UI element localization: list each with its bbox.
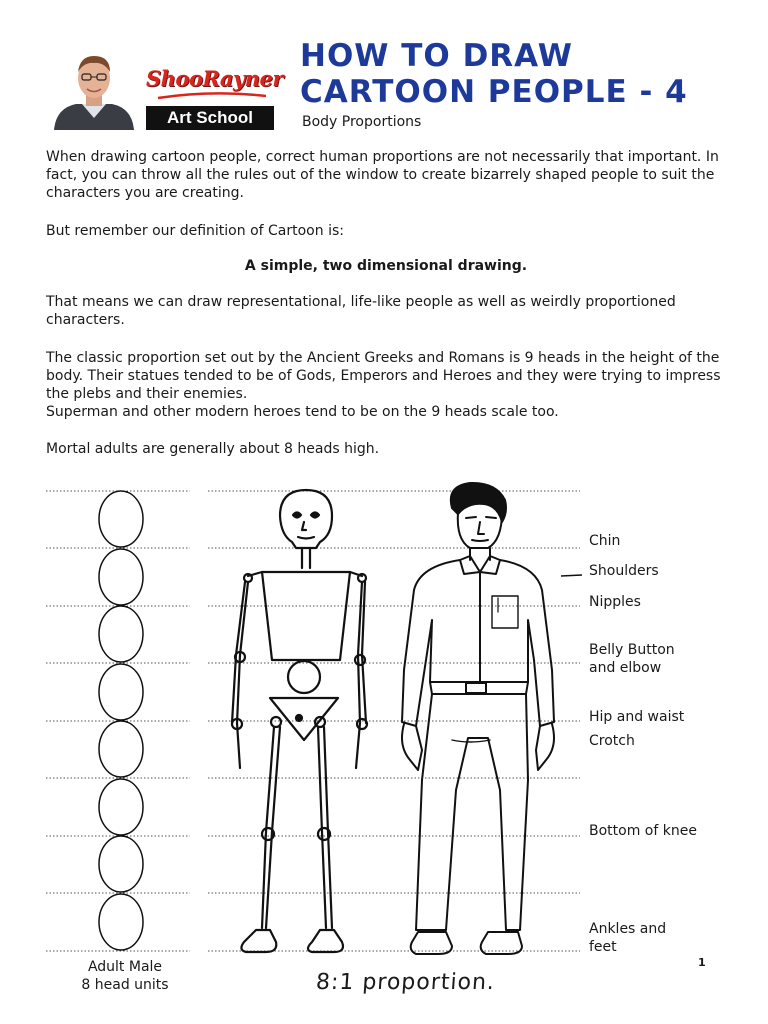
shoulders-pointer — [561, 575, 582, 576]
page-title-line-1: HOW TO DRAW — [300, 38, 573, 74]
head-unit — [99, 836, 143, 892]
man-hand-left — [402, 724, 422, 770]
proportion-caption: 8:1 proportion. — [315, 970, 496, 995]
label-feet: feet — [589, 939, 617, 955]
logo-swoosh — [156, 92, 268, 100]
mortal-adults-paragraph: Mortal adults are generally about 8 heads high. — [46, 441, 380, 457]
label-nipples: Nipples — [589, 594, 641, 610]
label-shoulders: Shoulders — [589, 563, 659, 579]
head-unit — [99, 894, 143, 950]
man-shoe-right — [481, 932, 522, 954]
head-unit — [99, 549, 143, 605]
man-hair — [451, 483, 506, 522]
superman-paragraph: Superman and other modern heroes tend to be on the 9 heads scale too. — [46, 404, 559, 420]
label-bottom-of-knee: Bottom of knee — [589, 823, 697, 839]
label-ankles: Ankles and — [589, 921, 667, 937]
head-unit — [99, 606, 143, 662]
skeleton-ribcage — [262, 572, 350, 660]
label-belly-button: Belly Button — [589, 642, 675, 658]
page-subtitle: Body Proportions — [302, 114, 422, 130]
head-unit — [99, 664, 143, 720]
head-unit — [99, 721, 143, 777]
man-shoe-left — [411, 932, 452, 954]
page-title-line-2: CARTOON PEOPLE - 4 — [300, 74, 688, 110]
logo-brand-text: ShooRayner — [146, 66, 283, 91]
head-unit — [99, 491, 143, 547]
label-chin: Chin — [589, 533, 621, 549]
page-number: 1 — [698, 956, 706, 969]
caption-adult-male: Adult Male — [87, 959, 163, 975]
skeleton-foot-right — [308, 930, 343, 952]
definition-intro: But remember our definition of Cartoon is: — [46, 223, 344, 239]
skeleton-figure — [232, 490, 367, 952]
head-units-caption — [60, 958, 190, 994]
author-portrait — [52, 48, 136, 130]
skeleton-belly — [288, 661, 320, 693]
classic-proportion-paragraph: The classic proportion set out by the Ancient Greeks and Romans is 9 heads in the height of the body. Their statues tended to be of Gods, Emperors and Heroes and they were trying to impress the plebs and their enemies. — [46, 350, 721, 402]
label-crotch: Crotch — [589, 733, 635, 749]
intro-paragraph: When drawing cartoon people, correct human proportions are not necessarily that important. In fact, you can throw all the rules out of the window to create bizarrely shaped people to suit the characters you are creating. — [46, 149, 719, 201]
label-and-elbow: and elbow — [589, 660, 662, 676]
page-title — [300, 38, 740, 110]
man-shirt — [402, 560, 554, 726]
head-unit — [99, 779, 143, 835]
clothed-man-figure — [402, 483, 554, 954]
shoo-rayner-logo — [146, 62, 283, 130]
man-hand-right — [536, 724, 554, 770]
man-trousers — [416, 694, 528, 930]
skeleton-foot-left — [241, 930, 276, 952]
caption-head-units: 8 head units — [81, 977, 169, 993]
label-hip-and-waist: Hip and waist — [589, 709, 685, 725]
representational-paragraph: That means we can draw representational, life-like people as well as weirdly proportioned characters. — [46, 294, 676, 328]
cartoon-definition: A simple, two dimensional drawing. — [244, 258, 528, 274]
logo-badge: Art School — [146, 106, 274, 130]
